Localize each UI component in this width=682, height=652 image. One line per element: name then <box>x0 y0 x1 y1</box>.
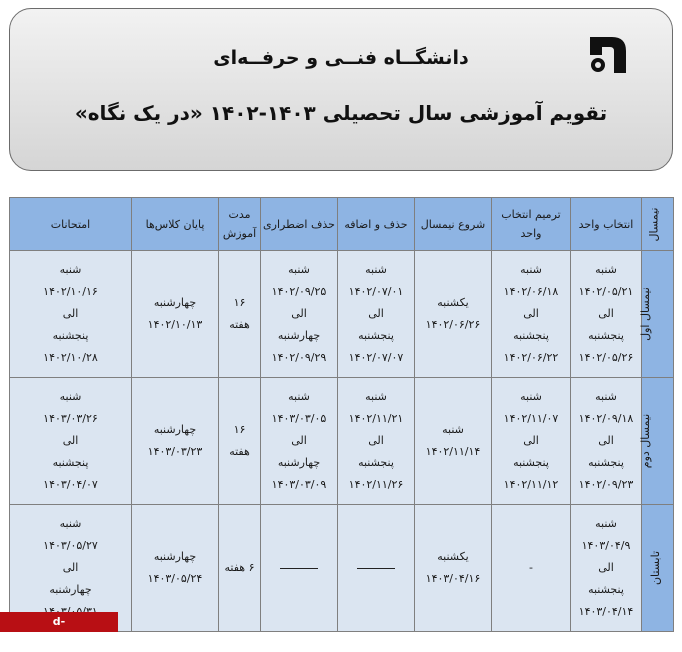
cell-line: ۱۴۰۲/۰۵/۲۶ <box>578 351 634 364</box>
cell-line: ۱۴۰۲/۰۶/۱۸ <box>503 285 559 298</box>
cell-line: الی <box>598 561 614 574</box>
calendar-subtitle: تقویم آموزشی سال تحصیلی ۱۴۰۳-۱۴۰۲ «در یک نگاه» <box>74 101 608 125</box>
table-row <box>10 378 674 505</box>
cell-line: ۱۴۰۳/۰۴/۰۷ <box>43 478 98 491</box>
col-header-exams: امتحانات <box>10 198 132 251</box>
cell-line: الی <box>62 434 79 447</box>
cell-line: ۱۴۰۳/۰۵/۲۴ <box>147 572 203 585</box>
cell-line: پنجشنبه <box>588 456 624 469</box>
cell-line: الی <box>598 307 614 320</box>
table-header-row <box>10 198 674 251</box>
empty-dash <box>280 568 318 569</box>
classes-end-cell <box>132 505 219 632</box>
exams-cell <box>10 251 132 378</box>
cell-line: شنبه <box>595 390 617 403</box>
cell-line: شنبه <box>365 263 387 276</box>
cell-line: شنبه <box>288 390 310 403</box>
cell-line: شنبه <box>442 423 464 436</box>
cell-line: پنجشنبه <box>358 329 394 342</box>
cell-line: الی <box>62 561 79 574</box>
emergency-drop-cell <box>261 378 338 505</box>
cell-line: ۱۴۰۳/۰۳/۲۶ <box>43 412 98 425</box>
cell-line: شنبه <box>520 263 542 276</box>
classes-end-cell <box>132 251 219 378</box>
cell-line: الی <box>291 307 307 320</box>
cell-line: ۱۴۰۳/۰۴/۹ <box>581 539 631 552</box>
cell-line: ۱۴۰۲/۰۹/۲۵ <box>271 285 327 298</box>
cell-line: شنبه <box>365 390 387 403</box>
cell-line: شنبه <box>520 390 542 403</box>
classes-end-cell <box>132 378 219 505</box>
site-watermark: d-kazeroon.tvu.ac.ir <box>0 612 118 632</box>
cell-line: پنجشنبه <box>588 329 624 342</box>
header-panel <box>9 8 673 171</box>
cell-line: ۱۴۰۲/۰۷/۰۱ <box>348 285 404 298</box>
semester-label-cell: تابستان <box>642 505 674 632</box>
cell-line: شنبه <box>595 263 617 276</box>
cell-line: ۶ هفته <box>224 561 255 574</box>
cell-line: ۱۶ <box>233 296 246 309</box>
cell-line: شنبه <box>59 263 82 276</box>
cell-line: ۱۴۰۲/۱۰/۱۳ <box>147 318 203 331</box>
cell-line: ۱۴۰۳/۰۵/۲۷ <box>43 539 98 552</box>
cell-line: هفته <box>229 445 250 458</box>
cell-line: هفته <box>229 318 250 331</box>
empty-dash <box>357 568 395 569</box>
cell-line: الی <box>368 434 384 447</box>
cell-line: ۱۴۰۲/۱۱/۰۷ <box>503 412 559 425</box>
cell-line: الی <box>598 434 614 447</box>
cell-line: چهارشنبه <box>277 456 321 469</box>
semester-label-cell: نیمسال اول <box>642 251 674 378</box>
cell-line: پنجشنبه <box>52 456 89 469</box>
adjustment-cell <box>492 378 571 505</box>
col-header-add-drop: حذف و اضافه <box>338 198 415 251</box>
cell-line: ۱۴۰۳/۰۴/۱۴ <box>578 605 634 618</box>
cell-line: شنبه <box>59 390 82 403</box>
cell-line: الی <box>368 307 384 320</box>
emergency-drop-cell <box>261 251 338 378</box>
cell-line: یکشنبه <box>437 296 469 309</box>
cell-line: ۱۴۰۳/۰۳/۲۳ <box>147 445 203 458</box>
cell-line: ۱۴۰۲/۰۹/۲۹ <box>271 351 327 364</box>
cell-line: الی <box>62 307 79 320</box>
cell-line: چهارشنبه <box>153 296 197 309</box>
cell-line: شنبه <box>595 517 617 530</box>
start-cell <box>415 251 492 378</box>
cell-line: ۱۴۰۲/۰۹/۱۸ <box>578 412 634 425</box>
cell-line: ۱۴۰۲/۱۱/۲۶ <box>348 478 404 491</box>
semester-label-cell: نیمسال دوم <box>642 378 674 505</box>
cell-line: چهارشنبه <box>49 583 92 596</box>
cell-line: ۱۴۰۲/۱۰/۱۶ <box>43 285 98 298</box>
cell-line: ۱۴۰۲/۱۰/۲۸ <box>43 351 98 364</box>
col-header-registration: انتخاب واحد <box>571 198 642 251</box>
academic-calendar-table <box>9 197 674 632</box>
table-row <box>10 251 674 378</box>
cell-line: چهارشنبه <box>153 423 197 436</box>
emergency-drop-cell <box>261 505 338 632</box>
duration-cell <box>219 378 261 505</box>
start-cell <box>415 505 492 632</box>
col-header-adjustment: ترمیم انتخاب واحد <box>492 198 571 251</box>
cell-line: الی <box>523 307 539 320</box>
cell-line: ۱۴۰۲/۱۱/۱۲ <box>503 478 559 491</box>
adjustment-cell <box>492 505 571 632</box>
add-drop-cell <box>338 378 415 505</box>
tvu-logo-icon <box>586 33 630 77</box>
cell-line: ۱۴۰۲/۰۵/۲۱ <box>578 285 634 298</box>
cell-line: شنبه <box>288 263 310 276</box>
cell-line: الی <box>523 434 539 447</box>
duration-cell <box>219 251 261 378</box>
exams-cell <box>10 378 132 505</box>
col-header-start: شروع نیمسال <box>415 198 492 251</box>
add-drop-cell <box>338 505 415 632</box>
col-header-classes-end: پایان کلاس‌ها <box>132 198 219 251</box>
duration-cell <box>219 505 261 632</box>
cell-line: پنجشنبه <box>513 329 549 342</box>
cell-line: ۱۴۰۳/۰۴/۱۶ <box>425 572 481 585</box>
cell-line: ۱۴۰۲/۰۷/۰۷ <box>348 351 404 364</box>
adjustment-cell <box>492 251 571 378</box>
cell-line: ۱۴۰۲/۱۱/۲۱ <box>348 412 404 425</box>
cell-line: ۱۴۰۲/۱۱/۱۴ <box>425 445 481 458</box>
cell-line: ۱۴۰۲/۰۶/۲۶ <box>425 318 481 331</box>
cell-line: ۱۴۰۳/۰۳/۰۹ <box>271 478 327 491</box>
cell-line: ۱۴۰۲/۰۶/۲۲ <box>503 351 559 364</box>
cell-line: پنجشنبه <box>513 456 549 469</box>
cell-line: الی <box>291 434 307 447</box>
cell-line: شنبه <box>59 517 82 530</box>
university-title: دانشگــاه فنــی و حرفــه‌ای <box>213 47 469 69</box>
cell-line: چهارشنبه <box>277 329 321 342</box>
cell-line: یکشنبه <box>437 550 469 563</box>
cell-line: چهارشنبه <box>153 550 197 563</box>
cell-line: ۱۶ <box>233 423 246 436</box>
cell-line: پنجشنبه <box>52 329 89 342</box>
add-drop-cell <box>338 251 415 378</box>
start-cell <box>415 378 492 505</box>
registration-cell <box>571 505 642 632</box>
col-header-duration: مدت آموزش <box>219 198 261 251</box>
cell-line: پنجشنبه <box>588 583 624 596</box>
col-header-emergency-drop: حذف اضطراری <box>261 198 338 251</box>
cell-line: - <box>529 561 533 574</box>
cell-line: ۱۴۰۳/۰۳/۰۵ <box>271 412 327 425</box>
cell-line: ۱۴۰۲/۰۹/۲۳ <box>578 478 634 491</box>
col-header-semester: نیمسال <box>642 198 674 251</box>
cell-line: پنجشنبه <box>358 456 394 469</box>
